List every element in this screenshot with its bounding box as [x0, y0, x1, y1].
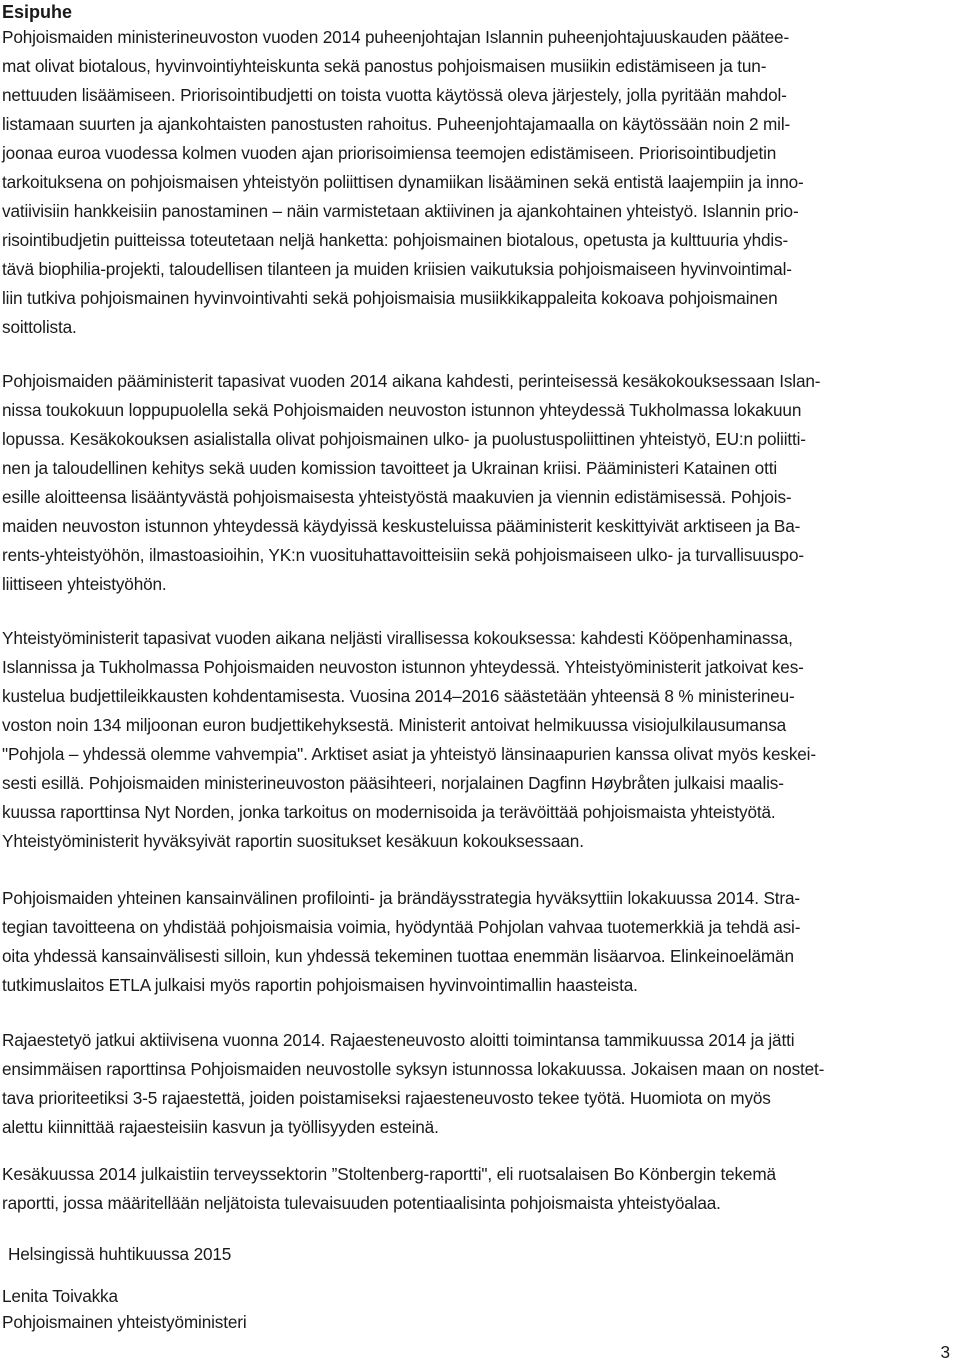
text-line: oita yhdessä kansainvälisesti silloin, kun yhdessä tekeminen tuottaa enemmän lisäarvoa. Elinkeinoelämän — [2, 946, 794, 966]
text-line: nettuuden lisäämiseen. Priorisointibudjetti on toista vuotta käytössä oleva järjestely, jolla pyritään mahdol- — [2, 85, 787, 105]
text-line: liittiseen yhteistyöhön. — [2, 574, 167, 594]
paragraph-4 — [2, 884, 952, 1000]
text-line: tegian tavoitteena on yhdistää pohjoismaisia voimia, hyödyntää Pohjolan vahvaa tuotemerkkiä ja tehdä asi- — [2, 917, 801, 937]
text-line: ensimmäisen raporttinsa Pohjoismaiden neuvostolle syksyn istunnossa lokakuussa. Jokaisen maan on nostet- — [2, 1059, 825, 1079]
page-number: 3 — [940, 1342, 950, 1362]
signature-title: Pohjoismainen yhteistyöministeri — [2, 1312, 247, 1332]
text-line: Kesäkuussa 2014 julkaistiin terveyssektorin ”Stoltenberg-raportti", eli ruotsalaisen Bo Könbergin tekemä — [2, 1164, 776, 1184]
text-line: sesti esillä. Pohjoismaiden ministerineuvoston pääsihteeri, norjalainen Dagfinn Høybråten julkaisi maalis- — [2, 773, 784, 793]
section-heading: Esipuhe — [2, 2, 73, 22]
text-line: alettu kiinnittää rajaesteisiin kasvun ja työllisyyden esteinä. — [2, 1117, 439, 1137]
text-line: nen ja taloudellinen kehitys sekä uuden komission tavoitteet ja Ukrainan kriisi. Pääministeri Katainen otti — [2, 458, 778, 478]
text-line: maiden neuvoston istunnon yhteydessä käydyissä keskusteluissa pääministerit keskittyivät arktiseen ja Ba- — [2, 516, 801, 536]
text-line: tava prioriteetiksi 3-5 rajaestettä, joiden poistamiseksi rajaesteneuvosto tekee työtä. Huomiota on myös — [2, 1088, 771, 1108]
text-line: rents-yhteistyöhön, ilmastoasioihin, YK:n vuosituhattavoitteisiin sekä pohjoismaiseen ulko- ja turvallisuuspo- — [2, 545, 804, 565]
text-line: listamaan suurten ja ajankohtaisten panostusten rahoitus. Puheenjohtajamaalla on käytössään noin 2 mil- — [2, 114, 791, 134]
paragraph-1 — [2, 23, 952, 342]
paragraph-6 — [2, 1160, 952, 1218]
signature-name: Lenita Toivakka — [2, 1286, 118, 1306]
text-line: lopussa. Kesäkokouksen asialistalla olivat pohjoismainen ulko- ja puolustuspoliittinen yhteistyö, EU:n poliitti- — [2, 429, 806, 449]
text-line: nissa toukokuun loppupuolella sekä Pohjoismaiden neuvoston istunnon yhteydessä Tukholmassa lokakuun — [2, 400, 802, 420]
text-line: tutkimuslaitos ETLA julkaisi myös raportin pohjoismaisen hyvinvointimallin haasteista. — [2, 975, 638, 995]
text-line: tävä biophilia-projekti, taloudellisen tilanteen ja muiden kriisien vaikutuksia pohjoismaiseen hyvinvointimal- — [2, 259, 792, 279]
text-line: liin tutkiva pohjoismainen hyvinvointivahti sekä pohjoismaisia musiikkikappaleita kokoava pohjoismainen — [2, 288, 778, 308]
text-line: tarkoituksena on pohjoismaisen yhteistyön poliittisen dynamiikan lisääminen sekä entistä laajempiin ja inno- — [2, 172, 804, 192]
paragraph-3 — [2, 624, 952, 856]
text-line: "Pohjola – yhdessä olemme vahvempia". Arktiset asiat ja yhteistyö länsinaapurien kanssa olivat myös keskei- — [2, 744, 816, 764]
paragraph-5 — [2, 1026, 952, 1142]
text-line: Rajaestetyö jatkui aktiivisena vuonna 2014. Rajaesteneuvosto aloitti toimintansa tammikuussa 2014 ja jätti — [2, 1030, 795, 1050]
text-line: vatiivisiin hankkeisiin panostaminen – näin varmistetaan aktiivinen ja ajankohtainen yhteistyö. Islannin prio- — [2, 201, 799, 221]
text-line: Pohjoismaiden yhteinen kansainvälinen profilointi- ja brändäysstrategia hyväksyttiin lokakuussa 2014. Stra- — [2, 888, 800, 908]
text-line: kuussa raporttinsa Nyt Norden, jonka tarkoitus on modernisoida ja terävöittää pohjoismaista yhteistyötä. — [2, 802, 776, 822]
text-line: Islannissa ja Tukholmassa Pohjoismaiden neuvoston istunnon yhteydessä. Yhteistyöministerit jatkoivat kes- — [2, 657, 804, 677]
text-line: Yhteistyöministerit hyväksyivät raportin suositukset kesäkuun kokouksessaan. — [2, 831, 584, 851]
text-line: risointibudjetin puitteissa toteutetaan neljä hanketta: pohjoismainen biotalous, opetusta ja kulttuuria yhdis- — [2, 230, 789, 250]
text-line: Yhteistyöministerit tapasivat vuoden aikana neljästi virallisessa kokouksessa: kahdesti Kööpenhaminassa, — [2, 628, 793, 648]
text-line: esille aloitteensa lisääntyvästä pohjoismaisesta yhteistyöstä maakuvien ja viennin edistämisessä. Pohjois- — [2, 487, 792, 507]
text-line: Pohjoismaiden pääministerit tapasivat vuoden 2014 aikana kahdesti, perinteisessä kesäkokouksessaan Islan- — [2, 371, 821, 391]
paragraph-2 — [2, 367, 952, 599]
signature-place-date: Helsingissä huhtikuussa 2015 — [8, 1244, 232, 1264]
text-line: kustelua budjettileikkausten kohdentamisesta. Vuosina 2014–2016 säästetään yhteensä 8 % ministerineu- — [2, 686, 795, 706]
text-line: soittolista. — [2, 317, 77, 337]
text-line: joonaa euroa vuodessa kolmen vuoden ajan priorisoimiensa teemojen edistämiseen. Priorisointibudjetin — [2, 143, 777, 163]
text-line: Pohjoismaiden ministerineuvoston vuoden 2014 puheenjohtajan Islannin puheenjohtajuuskauden päätee- — [2, 27, 790, 47]
text-line: mat olivat biotalous, hyvinvointiyhteiskunta sekä panostus pohjoismaisen musiikin edistämiseen ja tun- — [2, 56, 767, 76]
text-line: voston noin 134 miljoonan euron budjettikehyksestä. Ministerit antoivat helmikuussa visiojulkilausumansa — [2, 715, 787, 735]
text-line: raportti, jossa määritellään neljätoista tulevaisuuden potentiaalisinta pohjoismaista yhteistyöalaa. — [2, 1193, 721, 1213]
